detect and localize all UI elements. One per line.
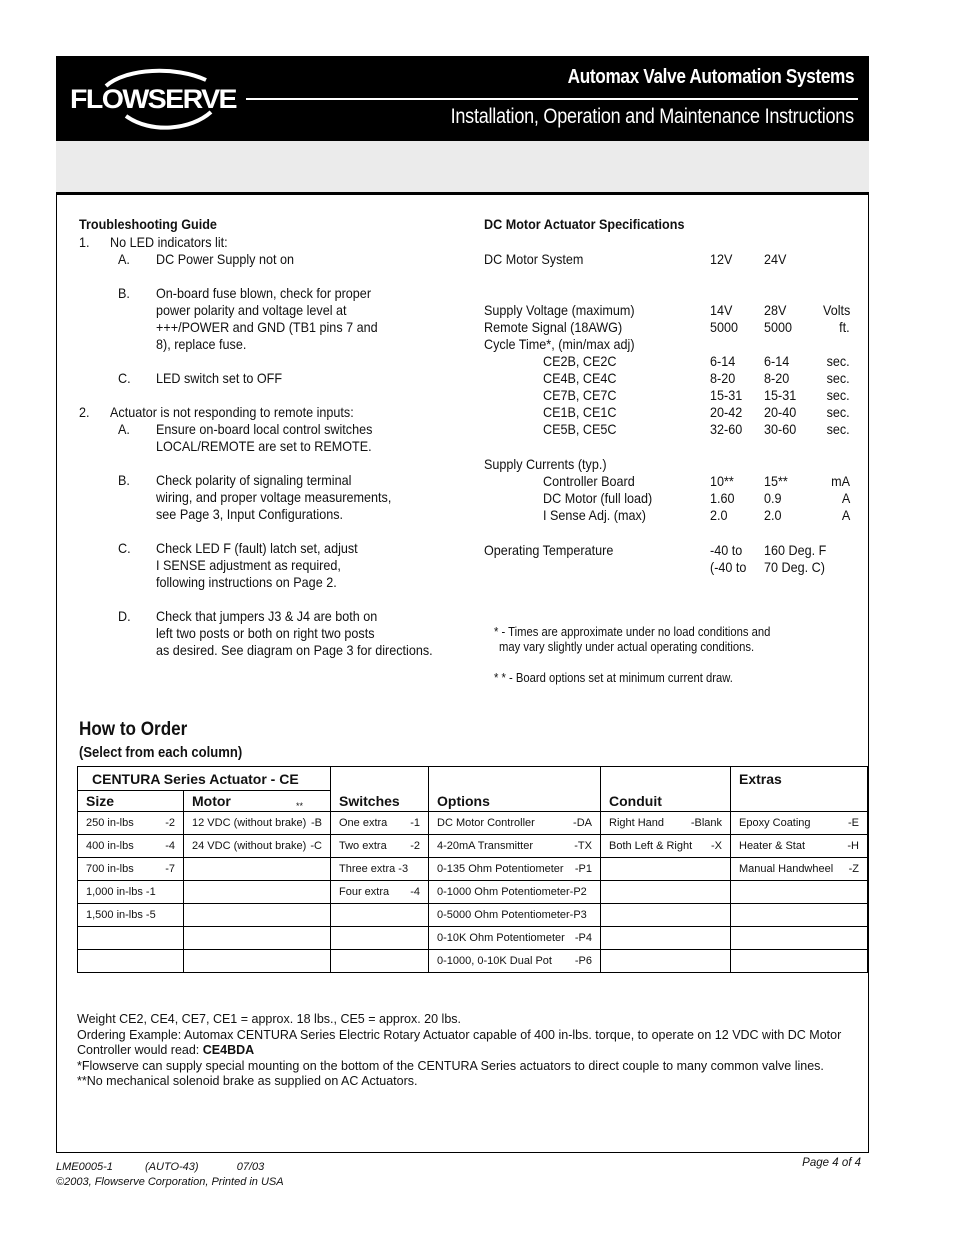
mounting-note: *Flowserve can supply special mounting on the bottom of the CENTURA Series actuators to direct couple to many common valve lines. [77,1058,824,1073]
logo-text: FLOWSERVE [70,84,237,114]
spec-24v: 70 Deg. C) [764,559,825,575]
table-row [78,881,868,904]
cell-content [86,817,183,829]
doc-code: (AUTO-43) [145,1161,199,1173]
item-letter: B. [118,285,130,301]
spec-24v: 20-40 [764,404,797,420]
spec-label: Remote Signal (18AWG) [484,319,623,335]
cell-label: DC Motor Controller [437,817,535,829]
item-line: following instructions on Page 2. [156,574,337,590]
cell-code: -X [711,840,722,852]
item-line: Check polarity of signaling terminal [156,472,352,488]
extras-header: Extras [731,767,868,812]
footer-doc-line [56,1160,284,1175]
cell-label: 1,000 in-lbs -1 [86,886,156,898]
spec-24v: 30-60 [764,421,797,437]
table-cell [731,858,868,881]
doc-number: LME0005-1 [56,1161,113,1173]
grey-band [56,141,869,192]
item-letter: D. [118,608,131,624]
cell-content [86,886,183,898]
table-cell [331,881,429,904]
order-title: How to Order [79,719,188,740]
spec-24v: 5000 [764,319,793,335]
item-line: LED switch set to OFF [156,370,283,386]
cell-label: 0-1000, 0-10K Dual Pot [437,955,552,967]
spec-unit: A [841,490,850,506]
troubleshooting-heading: Troubleshooting Guide [79,216,217,232]
table-cell [731,812,868,835]
spec-label: CE2B, CE2C [543,353,617,369]
cell-label: 400 in-lbs [86,840,134,852]
table-cell [78,835,184,858]
cell-content [437,909,600,921]
table-cell [731,950,868,973]
size-header: Size [78,791,184,812]
spec-unit: sec. [826,370,850,386]
footnote-times-2: may vary slightly under actual operating conditions. [499,640,755,654]
spec-12v: 32-60 [710,421,743,437]
spec-label: Controller Board [543,473,635,489]
motor-header [184,791,331,812]
spec-24v: 24V [764,251,787,267]
table-cell [731,835,868,858]
cell-label: Four extra [339,886,390,898]
cell-content [86,909,183,921]
item-line: DC Power Supply not on [156,251,294,267]
spec-label: Supply Currents (typ.) [484,456,607,472]
spec-12v: 8-20 [710,370,736,386]
cell-content [437,817,600,829]
cell-label: Two extra [339,840,387,852]
spec-24v: 15-31 [764,387,797,403]
cell-code: -C [310,840,322,852]
spec-12v: 20-42 [710,404,743,420]
cell-label: 700 in-lbs [86,863,134,875]
cell-label: One extra [339,817,388,829]
table-cell [601,904,731,927]
header-rule [246,98,858,100]
spec-label: Supply Voltage (maximum) [484,302,635,318]
spec-12v: 12V [710,251,733,267]
table-cell [184,881,331,904]
table-cell [184,927,331,950]
order-table-body [78,812,868,973]
item-text: Actuator is not responding to remote inputs: [110,404,354,420]
header-title: Automax Valve Automation Systems [567,66,854,88]
copyright: ©2003, Flowserve Corporation, Printed in USA [56,1176,284,1188]
item-line: wiring, and proper voltage measurements, [156,489,392,505]
motor-footnote-mark: ** [296,801,304,811]
spec-24v: 2.0 [764,507,782,523]
spec-12v: 6-14 [710,353,736,369]
conduit-header: Conduit [601,767,731,812]
item-line: +++/POWER and GND (TB1 pins 7 and [156,319,378,335]
ordering-example: Ordering Example: Automax CENTURA Series Electric Rotary Actuator capable of 400 in-lbs. torque, to operate on 12 VDC with DC Motor [77,1027,842,1042]
table-cell [331,904,429,927]
cell-label: 0-5000 Ohm Potentiometer-P3 [437,909,587,921]
table-cell [601,858,731,881]
cell-label: 0-1000 Ohm Potentiometer-P2 [437,886,587,898]
table-cell [184,858,331,881]
cell-label: 0-10K Ohm Potentiometer [437,932,565,944]
spec-unit: A [841,507,850,523]
cell-code: -DA [573,817,592,829]
cell-label: Both Left & Right [609,840,693,852]
cell-code: -E [848,817,859,829]
ordering-example-text: Controller would read: [77,1043,203,1057]
specs-heading: DC Motor Actuator Specifications [484,216,685,232]
cell-code: -Blank [690,817,722,829]
item-letter: C. [118,370,131,386]
table-cell [731,881,868,904]
page-number: Page 4 of 4 [802,1157,861,1169]
table-row [78,904,868,927]
cell-content [192,840,330,852]
switches-header: Switches [331,767,429,812]
cell-code: -P4 [574,932,592,944]
cell-label: 250 in-lbs [86,817,134,829]
cell-label: 12 VDC (without brake) [192,817,307,829]
table-cell [184,835,331,858]
table-cell [429,927,601,950]
cell-code: -B [311,817,322,829]
cell-code: -4 [165,840,175,852]
table-cell [731,927,868,950]
footnote-times: * - Times are approximate under no load conditions and [494,625,771,639]
cell-label: 4-20mA Transmitter [437,840,533,852]
cell-content [739,840,867,852]
table-row [78,812,868,835]
flowserve-logo [66,64,241,134]
table-row [78,858,868,881]
table-cell [331,812,429,835]
item-text: No LED indicators lit: [110,234,228,250]
ordering-example-line2 [77,1043,867,1059]
spec-12v: 2.0 [710,507,728,523]
group-header: CENTURA Series Actuator - CE [78,767,331,791]
cell-code: -1 [410,817,420,829]
spec-12v: (-40 to [710,559,747,575]
spec-unit: sec. [826,404,850,420]
table-cell [429,835,601,858]
spec-24v: 160 Deg. F [764,542,827,558]
cell-content [739,817,867,829]
cell-label: 0-135 Ohm Potentiometer [437,863,564,875]
spec-label: DC Motor System [484,251,584,267]
item-letter: A. [118,251,130,267]
spec-unit: sec. [826,421,850,437]
table-cell [184,904,331,927]
cell-code: -P1 [574,863,592,875]
cell-code: -7 [165,863,175,875]
item-line: Check that jumpers J3 & J4 are both on [156,608,378,624]
table-row [78,927,868,950]
spec-unit: ft. [839,319,850,335]
cell-content [609,817,730,829]
cell-code: -TX [574,840,592,852]
header-subtitle: Installation, Operation and Maintenance Instructions [450,105,854,128]
table-cell [429,950,601,973]
table-cell [78,881,184,904]
table-cell [429,904,601,927]
table-cell [184,950,331,973]
spec-12v: 10** [710,473,734,489]
spec-unit: Volts [822,302,850,318]
table-cell [601,881,731,904]
cell-content [192,817,330,829]
spec-label: Cycle Time*, (min/max adj) [484,336,635,352]
table-cell [429,858,601,881]
table-cell [601,927,731,950]
cell-label: Manual Handwheel [739,863,834,875]
weight-note: Weight CE2, CE4, CE7, CE1 = approx. 18 lbs., CE5 = approx. 20 lbs. [77,1012,461,1026]
spec-24v: 0.9 [764,490,782,506]
cell-label: Heater & Stat [739,840,806,852]
spec-24v: 8-20 [764,370,790,386]
spec-24v: 6-14 [764,353,790,369]
footnote-board: * * - Board options set at minimum current draw. [494,671,733,685]
spec-label: Operating Temperature [484,542,614,558]
cell-label: Epoxy Coating [739,817,811,829]
item-line: Ensure on-board local control switches [156,421,373,437]
cell-code: -P6 [574,955,592,967]
spec-unit: sec. [826,387,850,403]
table-cell [78,812,184,835]
spec-12v: 15-31 [710,387,743,403]
cell-code: -H [847,840,859,852]
cell-content [339,886,428,898]
cell-content [437,886,600,898]
cell-content [86,840,183,852]
table-cell [331,835,429,858]
order-table [77,766,868,973]
item-line: 8), replace fuse. [156,336,247,352]
spec-12v: -40 to [710,542,743,558]
table-cell [331,927,429,950]
table-cell [429,881,601,904]
notes [77,1012,867,1090]
table-cell [731,904,868,927]
item-line: left two posts or both on right two posts [156,625,375,641]
cell-label: Right Hand [609,817,665,829]
item-number: 1. [79,234,90,250]
cell-label: 1,500 in-lbs -5 [86,909,156,921]
order-group-row [78,767,868,791]
spec-unit: sec. [826,353,850,369]
spec-12v: 14V [710,302,733,318]
cell-content [437,932,600,944]
spec-24v: 28V [764,302,787,318]
table-cell [78,904,184,927]
item-line: as desired. See diagram on Page 3 for directions. [156,642,433,658]
table-row [78,950,868,973]
cell-content [339,863,428,875]
options-header: Options [429,767,601,812]
spec-label: CE4B, CE4C [543,370,617,386]
spec-label: DC Motor (full load) [543,490,653,506]
spec-12v: 5000 [710,319,739,335]
table-cell [78,927,184,950]
cell-content [739,863,867,875]
doc-date: 07/03 [236,1161,265,1173]
cell-label: 24 VDC (without brake) [192,840,307,852]
spec-label: I Sense Adj. (max) [543,507,646,523]
table-cell [184,812,331,835]
header-bar [56,56,869,141]
item-line: power polarity and voltage level at [156,302,347,318]
brake-note: **No mechanical solenoid brake as supplied on AC Actuators. [77,1074,418,1088]
spec-24v: 15** [764,473,788,489]
item-line: LOCAL/REMOTE are set to REMOTE. [156,438,372,454]
table-cell [429,812,601,835]
table-cell [331,950,429,973]
spec-label: CE7B, CE7C [543,387,617,403]
footer [56,1160,284,1190]
ordering-code: CE4BDA [202,1043,255,1057]
cell-code: -2 [165,817,175,829]
order-subtitle: (Select from each column) [79,745,243,761]
spec-unit: mA [831,473,850,489]
spec-label: CE1B, CE1C [543,404,617,420]
cell-code: -2 [410,840,420,852]
item-letter: C. [118,540,131,556]
cell-code: -4 [410,886,420,898]
item-letter: B. [118,472,130,488]
cell-content [86,863,183,875]
item-number: 2. [79,404,90,420]
cell-label: Three extra -3 [339,863,409,875]
item-line: On-board fuse blown, check for proper [156,285,372,301]
table-cell [78,858,184,881]
cell-content [437,840,600,852]
cell-content [609,840,730,852]
band-rule [56,192,869,195]
table-cell [78,950,184,973]
cell-content [339,817,428,829]
motor-header-label: Motor [192,793,231,809]
cell-content [437,955,600,967]
cell-content [339,840,428,852]
table-cell [331,858,429,881]
item-line: see Page 3, Input Configurations. [156,506,344,522]
table-cell [601,812,731,835]
table-row [78,835,868,858]
cell-content [437,863,600,875]
item-line: I SENSE adjustment as required, [156,557,341,573]
spec-label: CE5B, CE5C [543,421,617,437]
cell-code: -Z [848,863,859,875]
item-letter: A. [118,421,130,437]
table-cell [601,835,731,858]
item-line: Check LED F (fault) latch set, adjust [156,540,358,556]
table-cell [601,950,731,973]
spec-12v: 1.60 [710,490,735,506]
